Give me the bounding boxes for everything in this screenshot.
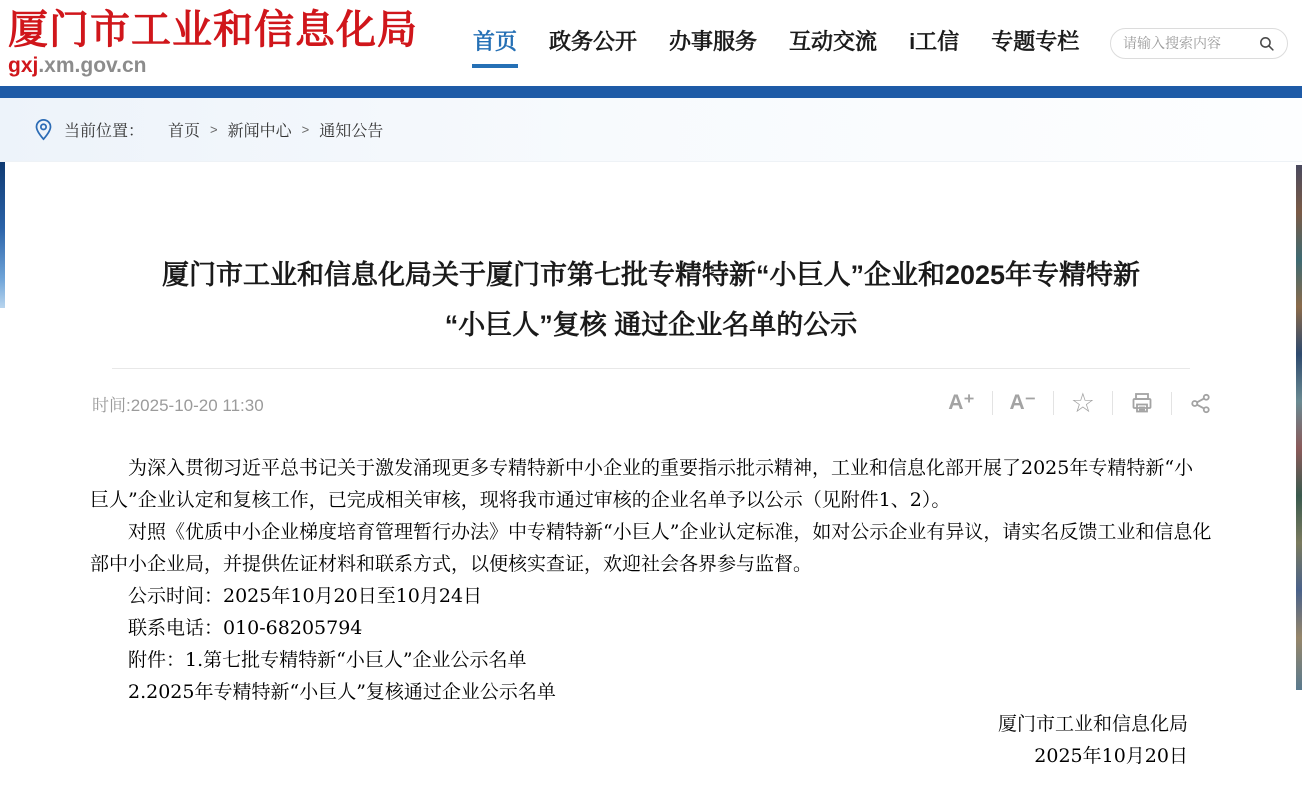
- site-logo-link[interactable]: [8, 8, 458, 78]
- nav-item-home[interactable]: 首页: [472, 19, 518, 68]
- breadcrumb-separator: >: [301, 122, 310, 137]
- paragraph: 对照《优质中小企业梯度培育管理暂行办法》中专精特新“小巨人”企业认定标准，如对公示企业有异议，请实名反馈工业和信息化部中小企业局，并提供佐证材料和联系方式，以便核实查证，欢迎社会各界参与监督。: [90, 521, 1212, 575]
- nav-item-gov-info[interactable]: 政务公开: [549, 28, 638, 54]
- printer-icon: [1130, 391, 1154, 415]
- breadcrumb-news-center[interactable]: 新闻中心: [227, 123, 292, 140]
- share-icon: [1189, 392, 1212, 415]
- article-meta-row: [90, 385, 1212, 421]
- article-body: [90, 452, 1212, 772]
- title-divider: [112, 368, 1190, 369]
- left-edge-background-strip: [0, 162, 5, 308]
- main-nav: [472, 19, 1080, 68]
- star-icon: ☆: [1070, 388, 1095, 418]
- search-input[interactable]: [1123, 35, 1258, 51]
- nav-item-services[interactable]: 办事服务: [669, 28, 758, 54]
- signature-organization: 厦门市工业和信息化局: [997, 713, 1188, 735]
- share-button[interactable]: [1171, 392, 1212, 415]
- search-box: [1110, 28, 1288, 59]
- site-domain-suffix: .xm.gov.cn: [38, 54, 147, 77]
- article-toolbar: [931, 388, 1212, 418]
- nav-item-i-industry[interactable]: i工信: [909, 28, 960, 54]
- site-domain-prefix: gxj: [8, 54, 39, 77]
- paragraph-publicity-period: 公示时间：2025年10月20日至10月24日: [128, 585, 483, 607]
- paragraph-attachment-2: 2.2025年专精特新“小巨人”复核通过企业公示名单: [128, 681, 556, 703]
- header-accent-bar: [0, 86, 1302, 98]
- font-increase-button[interactable]: A⁺: [948, 391, 975, 414]
- breadcrumb-notices[interactable]: 通知公告: [319, 123, 384, 140]
- breadcrumb-home[interactable]: 首页: [168, 123, 201, 140]
- signature-date: 2025年10月20日: [1034, 745, 1188, 767]
- print-button[interactable]: [1112, 391, 1171, 415]
- nav-item-special-topics[interactable]: 专题专栏: [991, 28, 1080, 54]
- article: [0, 250, 1302, 800]
- favorite-star-button[interactable]: [1053, 388, 1112, 418]
- font-decrease-button[interactable]: A⁻: [992, 391, 1053, 415]
- page-title-line2: “小巨人”复核 通过企业名单的公示: [444, 310, 858, 340]
- page-title: [90, 250, 1212, 350]
- paragraph-attachment-1: 附件：1.第七批专精特新“小巨人”企业公示名单: [128, 649, 527, 671]
- location-pin-icon: [33, 118, 54, 141]
- breadcrumb-separator: >: [210, 122, 218, 137]
- paragraph: 为深入贯彻习近平总书记关于激发涌现更多专精特新中小企业的重要指示批示精神，工业和信息化部开展了2025年专精特新“小巨人”企业认定和复核工作，已完成相关审核，现将我市通过审核的企业名单予以公示（见附件1、2）。: [90, 457, 1194, 511]
- paragraph-contact-phone: 联系电话：010-68205794: [128, 617, 363, 639]
- site-header: [0, 0, 1302, 86]
- breadcrumb: [0, 98, 1302, 162]
- search-icon[interactable]: [1258, 35, 1275, 52]
- right-edge-background-strip: [1296, 165, 1302, 690]
- publish-time: 时间:2025-10-20 11:30: [92, 395, 264, 415]
- breadcrumb-label: 当前位置：: [64, 123, 145, 140]
- nav-item-interaction[interactable]: 互动交流: [789, 28, 878, 54]
- site-logo-title: 厦门市工业和信息化局: [8, 6, 418, 53]
- page-title-line1: 厦门市工业和信息化局关于厦门市第七批专精特新“小巨人”企业和2025年专精特新: [161, 260, 1141, 290]
- site-domain: [8, 54, 458, 78]
